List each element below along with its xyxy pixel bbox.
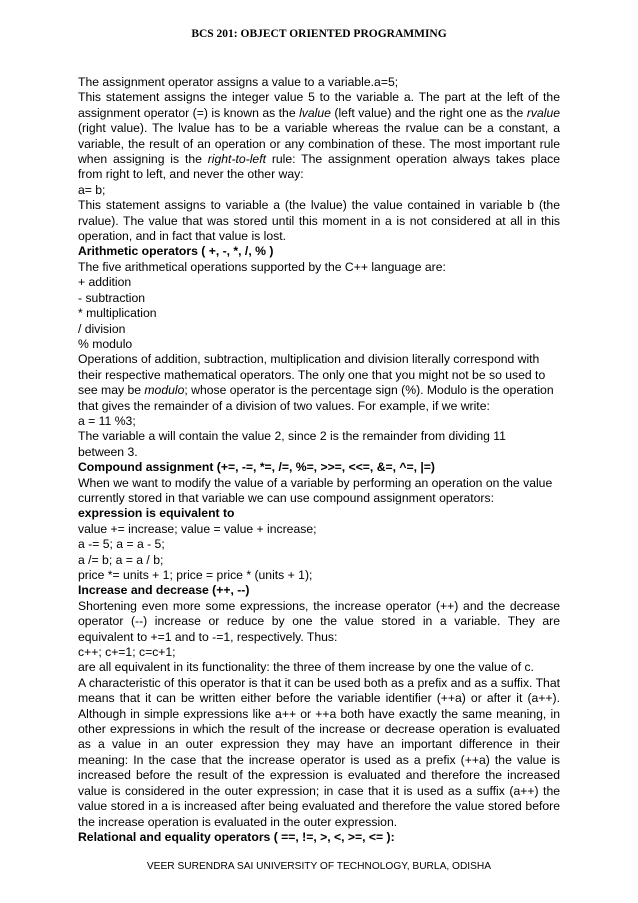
compound-intro: When we want to modify the value of a variable by performing an operation on the value currently stored in that variable we can use compound assignment operators: <box>78 475 553 505</box>
arithmetic-intro: The five arithmetical operations supported by the C++ language are: <box>78 259 446 274</box>
compound-line: a -= 5; a = a - 5; <box>78 537 165 552</box>
arithmetic-list-item: + addition <box>78 275 132 290</box>
compound-line: value += increase; value = value + increase; <box>78 521 317 536</box>
right-to-left-term: right-to-left <box>207 152 266 167</box>
relational-heading: Relational and equality operators ( ==, !=, >, <, >=, <= ): <box>78 829 395 844</box>
arithmetic-explanation: Operations of addition, subtraction, multiplication and division literally correspond with their respective mathematical operators. The only one that you might not be so used to see may be modulo; whose operator is the percentage sign (%). Modulo is the operation that gives the remainder of a division of two values. For example, if we write: <box>78 352 554 413</box>
compound-line: price *= units + 1; price = price * (units + 1); <box>78 568 313 582</box>
incdec-intro: Shortening even more some expressions, the increase operator (++) and the decrease operator (--) increase or reduce by one the value stored in a variable. They are equivalent to +=1 and to -=1, respectively. Thus: <box>78 598 560 644</box>
compound-table-heading: expression is equivalent to <box>78 506 235 521</box>
arithmetic-example: a = 11 %3; <box>78 413 136 428</box>
compound-heading: Compound assignment (+=, -=, *=, /=, %=, >>=, <<=, &=, ^=, |=) <box>78 460 435 475</box>
arithmetic-heading: Arithmetic operators ( +, -, *, /, % ) <box>78 244 274 259</box>
lvalue-term: lvalue <box>299 105 331 120</box>
assignment-example-explanation: This statement assigns to variable a (the lvalue) the value contained in variable b (the rvalue). The value that was stored until this moment in a is not considered at all in this operation, and in fact that value is lost. <box>78 198 560 244</box>
arithmetic-result: The variable a will contain the value 2, since 2 is the remainder from dividing 11 between 3. <box>78 429 506 459</box>
page-header: BCS 201: OBJECT ORIENTED PROGRAMMING <box>191 28 447 40</box>
arithmetic-list-item: / division <box>78 321 126 336</box>
document-body <box>78 75 560 845</box>
incdec-prefix-suffix: A characteristic of this operator is that it can be used both as a prefix and as a suffix. That means that it can be written either before the variable identifier (++a) or after it (a++). Although in simple expressions like a++ or ++a both have exactly the same meaning, in other expressions in which the result of the increase or decrease operation is evaluated as a value in an outer expression they may have an important difference in their meaning: In the case that the increase operator is used as a prefix (++a) the value is increased before the result of the expression is evaluated and therefore the increased value is considered in the outer expression; in case that it is used as a suffix (a++) the value stored in a is increased after being evaluated and therefore the value stored before the increase operation is evaluated in the outer expression. <box>78 675 560 829</box>
arithmetic-list-item: - subtraction <box>78 290 146 305</box>
page-footer: VEER SURENDRA SAI UNIVERSITY OF TECHNOLOGY, BURLA, ODISHA <box>146 861 492 872</box>
rvalue-term: rvalue <box>526 105 561 120</box>
assignment-intro: The assignment operator assigns a value to a variable.a=5; <box>78 75 399 89</box>
arithmetic-list-item: * multiplication <box>78 306 157 321</box>
incdec-heading: Increase and decrease (++, --) <box>78 583 250 598</box>
incdec-equivalence: are all equivalent in its functionality: the three of them increase by one the value of c. <box>78 660 534 675</box>
modulo-term: modulo <box>144 383 185 398</box>
assignment-example: a= b; <box>78 182 106 197</box>
incdec-code: c++; c+=1; c=c+1; <box>78 645 176 660</box>
arithmetic-list-item: % modulo <box>78 336 133 351</box>
compound-line: a /= b; a = a / b; <box>78 552 164 567</box>
assignment-explanation: This statement assigns the integer value 5 to the variable a. The part at the left of the assignment operator (=) is known as the lvalue (left value) and the right one as the rvalue (right value). The lvalue has to be a variable whereas the rvalue can be a constant, a variable, the result of an operation or any combination of these. The most important rule when assigning is the right-to-left rule: The assignment operation always takes place from right to left, and never the other way: <box>78 90 561 182</box>
